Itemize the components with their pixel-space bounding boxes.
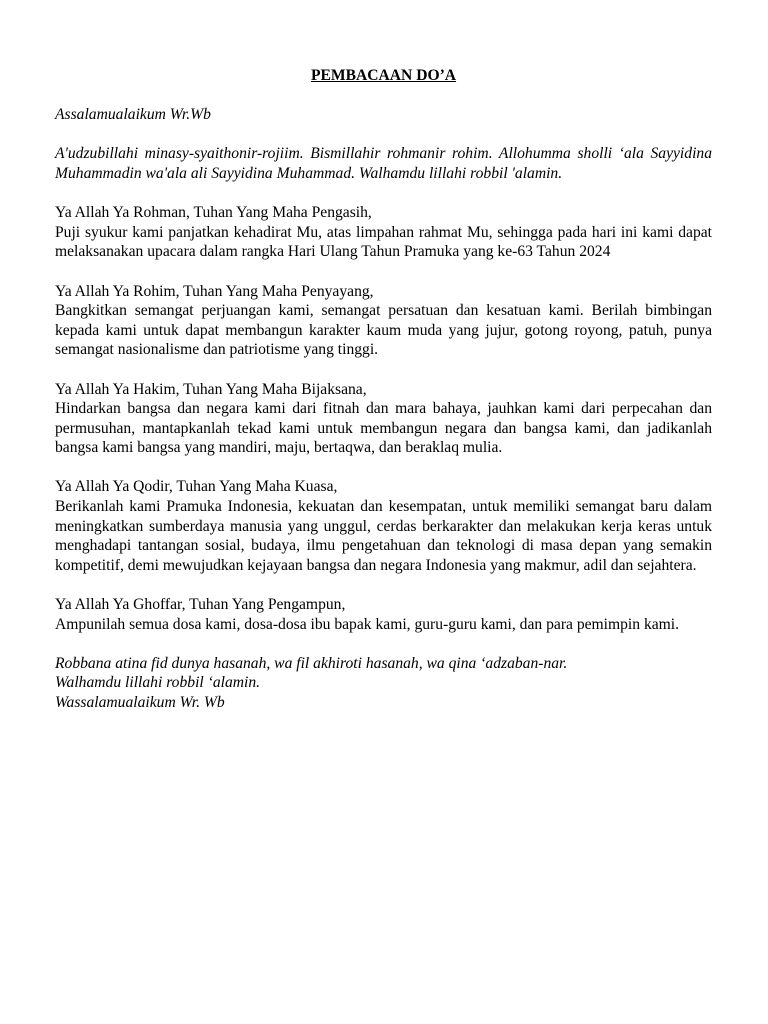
section-rohman [55,203,712,262]
section-heading: Ya Allah Ya Rohim, Tuhan Yang Maha Penyayang, [55,282,374,300]
section-heading: Ya Allah Ya Rohman, Tuhan Yang Maha Pengasih, [55,204,372,222]
document-page [55,66,712,732]
section-body: Bangkitkan semangat perjuangan kami, semangat persatuan dan kesatuan kami. Berilah bimbingan kepada kami untuk dapat membangun karakter kaum muda yang jujur, gotong royong, patuh, punya semangat nasionalisme dan patriotisme yang tinggi. [55,302,712,359]
section-body: Hindarkan bangsa dan negara kami dari fitnah dan mara bahaya, jauhkan kami dari perpecahan dan permusuhan, mantapkanlah tekad kami untuk membangun negara dan bangsa kami, dan jadikanlah bangsa kami bangsa yang mandiri, maju, bertaqwa, dan beraklaq mulia. [55,400,712,457]
greeting-text: Assalamualaikum Wr.Wb [55,106,211,124]
closing-prayer [55,654,712,713]
closing-prayer-text: Robbana atina fid dunya hasanah, wa fil akhiroti hasanah, wa qina ‘adzaban-nar. [55,654,568,672]
section-heading: Ya Allah Ya Hakim, Tuhan Yang Maha Bijaksana, [55,380,367,398]
greeting [55,105,712,125]
section-heading: Ya Allah Ya Ghoffar, Tuhan Yang Pengampun, [55,596,346,614]
section-ghoffar [55,595,712,634]
section-heading: Ya Allah Ya Qodir, Tuhan Yang Maha Kuasa, [55,478,338,496]
farewell-text: Wassalamualaikum Wr. Wb [55,694,225,711]
section-rohim [55,282,712,360]
section-body: Ampunilah semua dosa kami, dosa-dosa ibu bapak kami, guru-guru kami, dan para pemimpin kami. [55,615,680,633]
section-qodir [55,477,712,575]
section-hakim [55,380,712,458]
section-body: Berikanlah kami Pramuka Indonesia, kekuatan dan kesempatan, untuk memiliki semangat baru dalam meningkatkan sumberdaya manusia yang unggul, cerdas berkarakter dan melakukan kerja keras untuk menghadapi tantangan sosial, budaya, ilmu pengetahuan dan teknologi di masa depan yang semakin kompetitif, demi mewujudkan kejayaan bangsa dan negara Indonesia yang makmur, adil dan sejahtera. [55,498,712,574]
section-body: Puji syukur kami panjatkan kehadirat Mu, atas limpahan rahmat Mu, sehingga pada hari ini kami dapat melaksanakan upacara dalam rangka Hari Ulang Tahun Pramuka yang ke-63 Tahun 2024 [55,223,712,261]
opening-prayer-text: A'udzubillahi minasy-syaithonir-rojiim. Bismillahir rohmanir rohim. Allohumma sholli ‘ala Sayyidina Muhammadin wa'ala ali Sayyidina Muhammad. Walhamdu lillahi robbil 'alamin. [55,145,712,182]
document-title: PEMBACAAN DO’A [310,67,457,84]
closing-praise-text: Walhamdu lillahi robbil ‘alamin. [55,674,261,692]
opening-prayer [55,144,712,183]
